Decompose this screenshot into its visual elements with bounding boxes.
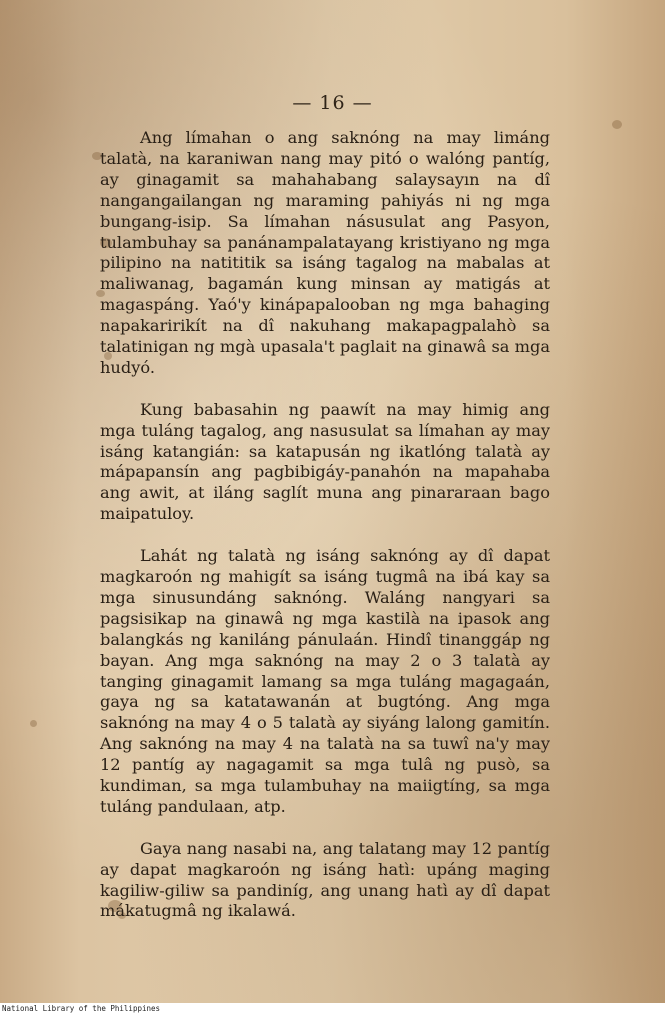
paragraph-talata: Lahát ng talatà ng isáng saknóng ay dî dapat magkaroón ng mahigít sa isáng tugmâ na ibá kay sa mga sinusundáng saknóng. Waláng nangyari sa pagsisikap na ginawâ ng mga kastilà na ipasok ang balangkás ng kaniláng pánulaán. Hindî tinanggáp ng bayan. Ang mga saknóng na may 2 o 3 talatà ay tanging ginagamit lamang sa mga tuláng magagaán, gaya ng sa katatawanán at bugtóng. Ang mga saknóng na may 4 o 5 talatà ay siyáng lalong gamitín. Ang saknóng na may 4 na talatà na sa tuwî na'y may 12 pantíg ay nagagamit sa mga tulâ ng pusò, sa kundiman, sa mga tulambuhay na maiigtíng, sa mga tuláng pandulaan, atp. [100, 546, 550, 816]
paragraph-limahan: Ang límahan o ang saknóng na may limáng talatà, na karaniwan nang may pitó o walóng pantíg, ay ginagamit sa mahahabang salaysayın na dî nangangailangan ng maraming pahiyás ni ng mga bungang-isip. Sa límahan násusulat ang Pasyon, tulambuhay sa panánampalatayang kristiyano ng mga pilipino na natititik sa isáng tagalog na mabalas at maliwanag, bagamán kung minsan ay matigás at magaspáng. Yaó'y kinápapalooban ng mga bahaging napakaririkít na dî nakuhang makapagpalahò sa talatinigan ng mgà upasala't paglait na ginawâ sa mga hudyó. [100, 128, 550, 377]
foxing-spot [30, 720, 37, 727]
library-credit: National Library of the Philippines [2, 1004, 161, 1013]
body-text [100, 128, 550, 922]
paragraph-hati: Gaya nang nasabi na, ang talatang may 12 pantíg ay dapat magkaroón ng isáng hatì: upáng maging kagiliw-giliw sa pandiníg, ang unang hatì ay dî dapat mákatugmâ ng ikalawá. [100, 838, 550, 921]
page-number: — 16 — [292, 92, 373, 114]
foxing-spot [612, 120, 622, 129]
paragraph-paawit: Kung babasahin ng paawít na may himig ang mga tuláng tagalog, ang nasusulat sa límahan ay may isáng katangián: sa katapusán ng ikatlóng talatà ay mápapansín ang pagbibigáy-panahón na mapahaba ang awit, at iláng saglít muna ang pinararaan bago maipatuloy. [100, 399, 550, 524]
